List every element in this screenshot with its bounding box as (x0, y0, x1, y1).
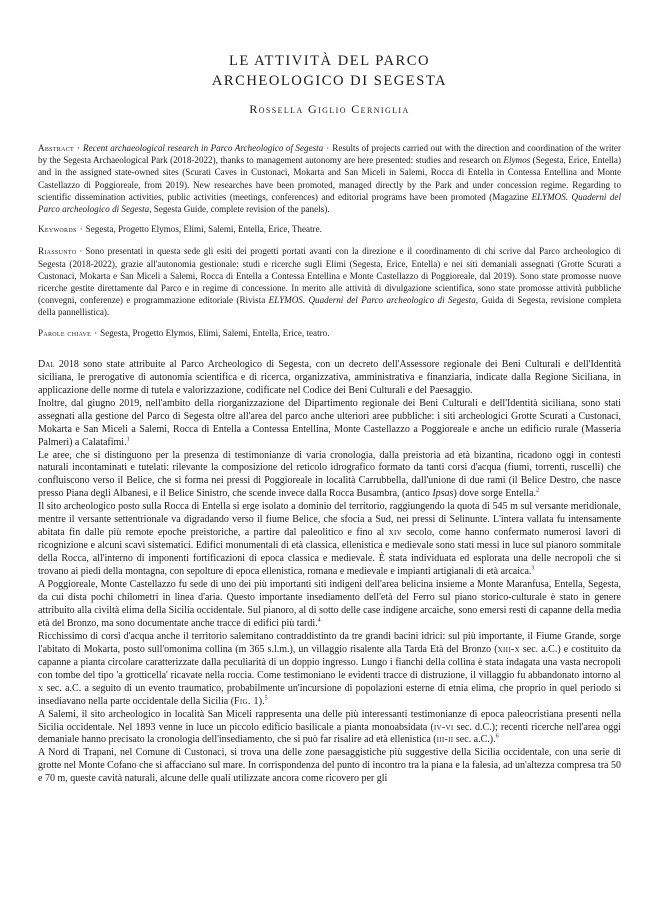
footnote-ref[interactable]: 6 (495, 734, 499, 741)
parole-chiave-text: Segesta, Progetto Elymos, Elimi, Salemi, Entella, Erice, teatro. (100, 327, 330, 338)
separator: · (326, 143, 330, 153)
figure-ref[interactable]: Fig. 1 (234, 695, 259, 707)
separator: · (79, 224, 83, 235)
body-paragraph: A Poggioreale, Monte Castellazzo fu sede di uno dei più importanti siti indigeni dell'area belicina insieme a Monte Maranfusa, Entella, Segesta, da cui dista pochi chilometri in linea d'aria. Questo importante insediamento dell'età del Ferro sul piano storico-culturale è stato in genere attribuito alla civiltà elima della Sicilia occidentale. Sul pianoro, al di sotto delle case indigene arcaiche, sono emersi resti di capanne della media età del Bronzo, ma sono documentate anche tracce di edifici più tardi.$^4$ (38, 579, 621, 629)
body-paragraph: Inoltre, dal giugno 2019, nell'ambito della riorganizzazione del Dipartimento regionale dei Beni Culturali e dell'Identità siciliana, sono stati assegnati alla gestione del Parco di Segesta oltre all'area del parco anche ulteriori aree pubbliche: i siti archeologici Grotte Scurati a Custonaci, Mokarta e San Miceli a Salemi, Rocca di Entella a Contessa Entellina, Monte Castellazzo a Poggioreale e anche un edificio rurale (Masseria Palmeri) a Calatafimi.$^1$ (38, 397, 621, 448)
footnote-ref[interactable]: 1 (126, 436, 130, 443)
body-paragraph: Dal 2018 sono state attribuite al Parco Archeologico di Segesta, con un decreto dell'Assessore regionale dei Beni Culturali e dell'Identità siciliana, le prerogative di autonomia scientifica e di ricerca, organizzativa, amministrativa e finanziaria, indicate dalla Regione Siciliana, in applicazione delle norme di tutela e valorizzazione, codificate nel Codice dei Beni Culturali e del Paesaggio. (38, 358, 621, 396)
riassunto-text: Sono presentati in questa sede gli esiti dei progetti portati avanti con la direzione e il coordinamento di chi scrive dal Parco archeologico di Segesta (2018-2022), grazie all'autonomia gestionale: studi e ricerche sugli Elimi (Segesta, Erice, Entella) e nei siti demaniali assegnati (Grotte Scurati a Custonaci, Mokarta e San Miceli a Salemi, Rocca di Entella a Contessa Entellina e Monte Castellazzo di Poggioreale, dal 2019). Sono state promosse nuove ricerche gestite direttamente dal Parco e in regime di concessione. In merito alle attività di divulgazione scientifica, sono state promosse attività pubbliche (convegni, conferenze) e programmazione editoriale (Rivista (38, 246, 621, 306)
abstract-elymos: Elymos (503, 155, 531, 166)
body-paragraph: Il sito archeologico posto sulla Rocca di Entella si erge isolato a dominio del territorio, raggiungendo la quota di 545 m sul versante meridionale, mentre il versante settentrionale va digradando verso il fiume Belice, che sfocia a Sud, nei pressi di Selinunte. L'intera vallata fu intensamente abitata fin dalle più remote epoche preistoriche, a partire dal paleolitico e fino al xiv secolo, come hanno confermato numerosi lavori di ricognizione e alcuni scavi sistematici. Edifici monumentali di età classica, ellenistica e medievale sono stati messi in luce sul pianoro sommitale della Rocca, all'interno di imponenti fortificazioni di epoca classica e medievale. È stata individuata ed esplorata una delle necropoli che si trovano ai piedi della montagna, con sepolture di epoca ellenistica, romana e medievale e impianti artigianali di età arcaica.$^3$ (38, 501, 621, 578)
abstract-label: Abstract (38, 143, 74, 153)
separator: · (94, 327, 98, 338)
title-line-2: ARCHEOLOGICO DI SEGESTA (211, 73, 448, 89)
parole-chiave-label: Parole chiave (38, 327, 92, 338)
abstract-text: (Segesta, Erice, Entella) and in the assigned state-owned sites (Scurati Caves in Custonaci, Mokarta and San Miceli in Salemi, Rocca di Entella in Contessa Entellina and Monte Castellazzo di Poggioreale, from 2019). New researches have been promoted, managed directly by the Park and under concession regime. Regarding to scientific dissemination activities, public activities (meetings, conferences) and editorial programs have been promoted (Magazine (38, 155, 621, 202)
abstract-text: , Segesta Guide, complete revision of the panels). (149, 204, 330, 215)
keywords (38, 223, 621, 235)
abstract-magazine: ELYMOS. Quaderni del Parco archeologico di Segesta (38, 191, 621, 215)
article-title (38, 0, 621, 91)
author-name: Rossella Giglio Cerniglia (249, 102, 410, 116)
lead-words: Dal 2018 (38, 358, 79, 370)
keywords-label: Keywords (38, 224, 77, 235)
body-paragraph: Ricchissimo di corsi d'acqua anche il territorio salemitano contraddistinto da tre grandi bacini idrici: sul più importante, il Fiume Grande, sorge l'abitato di Mokarta, posto sull'omonima collina (m 365 s.l.m.), un villaggio risalente alla Tarda Età del Bronzo (xiii-x sec. a.C.) e costituito da capanne a pianta circolare caratterizzate dalla peculiarità di un doppio ingresso. Lungo i fianchi della collina è stata indagata una vasta necropoli con tombe del tipo 'a grotticella' ricavate nella roccia. Come testimoniano le evidenti tracce di distruzione, il villaggio fu abbandonato intorno al x sec. a.C. a seguito di un evento traumatico, probabilmente un'incursione di popolazioni esterne di etnia elima, che proprio in quel periodo si insediavano nella parte occidentale della Sicilia (Fig. 1).$^5$ (38, 630, 621, 707)
footnote-ref[interactable]: 4 (317, 617, 321, 624)
body-paragraph: A Nord di Trapani, nel Comune di Custonaci, si trova una delle zone paesaggistiche più suggestive della Sicilia occidentale, con una serie di grotte nel Monte Cofano che si affacciano sul mare. In corrispondenza del punto di incontro tra la piana e la falesia, ad un'altezza compresa tra 50 e 70 m, queste cavità naturali, alcune delle quali utilizzate ancora come ricovero per gli (38, 747, 621, 785)
separator: · (76, 143, 81, 153)
separator: · (79, 246, 83, 257)
body-paragraph: Le aree, che si distinguono per la presenza di testimonianze di varia cronologia, dalla preistoria ad età bizantina, ricadono oggi in contesti naturali incontaminati e tutelati: rilevante la composizione del reticolo idrografico formato da tanti corsi d'acqua (fiumi, torrenti, ruscelli) che confluiscono verso il Belice, che si forma nei pressi di Poggioreale in località Carrubbella, dall'unione di due rami (il Belice Destro, che nasce presso Piana degli Albanesi, e il Belice Sinistro, che scende invece dalla Rocca Busambra, (antico Ipsas) dove sorge Entella.$^2$ (38, 449, 621, 500)
parole-chiave (38, 327, 621, 339)
footnote-ref[interactable]: 3 (531, 565, 535, 572)
riassunto (38, 245, 621, 318)
footnote-ref[interactable]: 2 (536, 488, 540, 495)
riassunto-text: , Guida di Segesta, revisione completa della pannellistica). (38, 295, 621, 318)
riassunto-magazine: ELYMOS. Quaderni del Parco archeologico di Segesta (268, 295, 476, 306)
title-line-1: LE ATTIVITÀ DEL PARCO (228, 53, 431, 69)
abstract-italic-title: Recent archaeological research in Parco Archeologico of Segesta (83, 143, 324, 153)
body-paragraph: A Salemi, il sito archeologico in località San Miceli rappresenta una delle più interessanti testimonianze di epoca paleocristiana presenti nella Sicilia occidentale. Nel 1893 venne in luce un piccolo edificio basilicale a pianta monoabsidata (iv-vi sec. d.C.); recenti ricerche nell'area oggi demaniale hanno precisato la cronologia dell'insediamento, che si può far risalire ad età ellenistica (iii-ii sec. a.C.).$^6$ (38, 708, 621, 746)
riassunto-label: Riassunto (38, 246, 77, 257)
article-body (38, 359, 621, 786)
footnote-ref[interactable]: 5 (264, 695, 268, 702)
keywords-text: Segesta, Progetto Elymos, Elimi, Salemi, Entella, Erice, Theatre. (85, 224, 322, 235)
abstract-text: Results of projects carried out with the direction and coordination of the writer by the Segesta Archaeological Park (2018-2022), thanks to management autonomy are here presented: studies and research on (38, 143, 621, 166)
abstract (38, 142, 621, 215)
